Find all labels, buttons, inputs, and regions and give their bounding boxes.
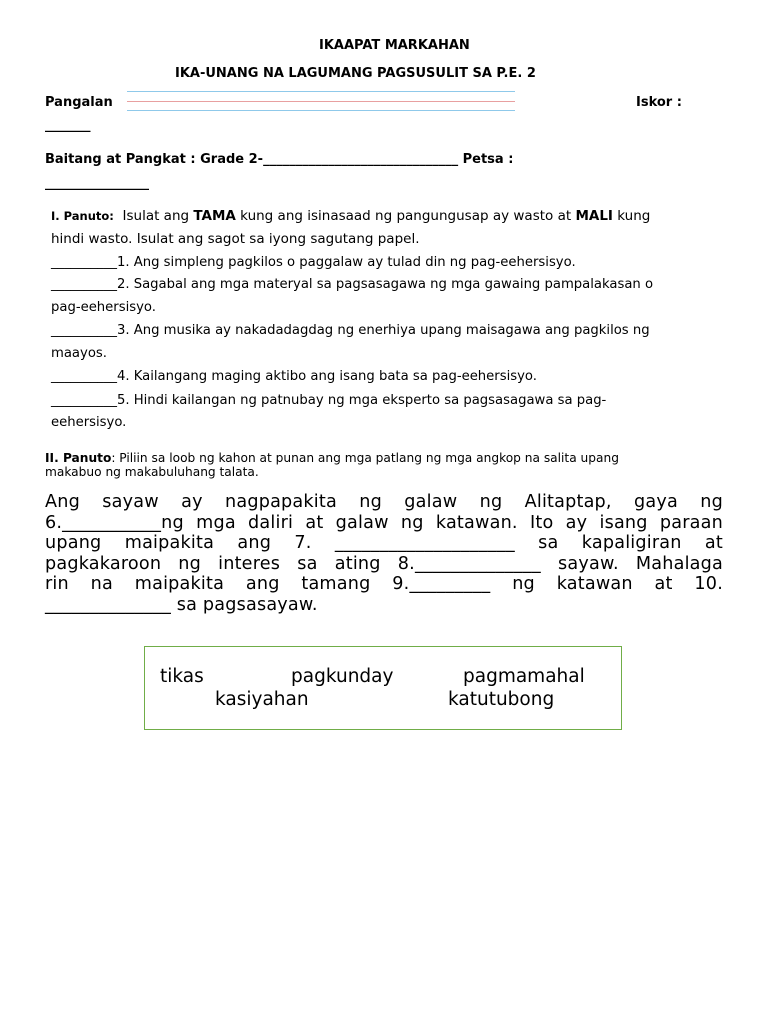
date-label: Petsa : <box>462 152 514 167</box>
grade-section-label <box>45 152 513 167</box>
part2-instruction-text: : Piliin sa loob ng kahon at punan ang mga patlang ng mga angkop na salita upang <box>111 451 619 465</box>
item-3-line1: __________3. Ang musika ay nakadadagdag ng enerhiya upang maisagawa ang pagkilos ng <box>51 323 650 338</box>
word-choice: pagkunday <box>291 666 394 687</box>
paragraph-line: ______________ sa pagsasayaw. <box>45 594 318 615</box>
paragraph-line: rin na maipakita ang tamang 9._________ ng katawan at 10. <box>45 574 723 595</box>
part1-instruction-line1 <box>51 208 650 224</box>
paragraph-line: pagkakaroon ng interes sa ating 8.______________ sayaw. Mahalaga <box>45 553 723 574</box>
paragraph-line: Ang sayaw ay nagpapakita ng galaw ng Alitaptap, gaya ng <box>45 492 723 512</box>
part2-label: II. Panuto <box>45 451 112 465</box>
paragraph-line: upang maipakita ang 7. ____________________ sa kapaligiran at <box>45 533 723 554</box>
date-blank[interactable]: ________________ <box>45 176 149 191</box>
part1-instruction-a: Isulat ang <box>122 208 194 224</box>
word-box <box>144 646 622 730</box>
word-choice: tikas <box>160 666 204 687</box>
test-title: IKA-UNANG NA LAGUMANG PAGSUSULIT SA P.E. 2 <box>175 66 536 81</box>
part1-instruction-line2: hindi wasto. Isulat ang sagot sa iyong sagutang papel. <box>51 231 420 247</box>
name-label: Pangalan <box>45 95 113 110</box>
item-4-line1: __________4. Kailangang maging aktibo ang isang bata sa pag-eehersisyo. <box>51 369 537 384</box>
mali-word: MALI <box>575 208 613 224</box>
part1-label: I. Panuto: <box>51 209 114 223</box>
grade-section-text: Baitang at Pangkat : Grade 2- <box>45 152 264 167</box>
grade-section-blank[interactable]: ______________________________ <box>263 152 459 167</box>
part2-instruction-line1 <box>45 451 619 465</box>
part1-instruction-b: kung ang isinasaad ng pangungusap ay wasto at <box>235 208 576 224</box>
word-choice: kasiyahan <box>215 689 309 710</box>
item-5-line2: eehersisyo. <box>51 415 127 430</box>
word-choice: pagmamahal <box>463 666 585 687</box>
name-line-middle <box>127 101 515 102</box>
item-3-line2: maayos. <box>51 346 107 361</box>
word-choice: katutubong <box>448 689 555 710</box>
item-2-line1: __________2. Sagabal ang mga materyal sa pagsasagawa ng mga gawaing pampalakasan o <box>51 277 654 292</box>
tama-word: TAMA <box>193 208 236 224</box>
item-2-line2: pag-eehersisyo. <box>51 300 156 315</box>
fill-in-paragraph <box>45 492 723 616</box>
part2-instruction-line2: makabuo ng makabuluhang talata. <box>45 465 259 479</box>
paragraph-line: 6.___________ng mga daliri at galaw ng katawan. Ito ay isang paraan <box>45 512 723 533</box>
score-label: Iskor : <box>636 95 682 110</box>
part1-instruction-c: kung <box>612 208 651 224</box>
name-line-bottom <box>127 110 515 111</box>
name-line-top <box>127 91 515 92</box>
item-1-line1: __________1. Ang simpleng pagkilos o paggalaw ay tulad din ng pag-eehersisyo. <box>51 255 576 270</box>
quarter-heading: IKAAPAT MARKAHAN <box>319 38 470 53</box>
score-blank[interactable]: _______ <box>45 118 91 133</box>
item-5-line1: __________5. Hindi kailangan ng patnubay ng mga eksperto sa pagsasagawa sa pag- <box>51 393 607 408</box>
